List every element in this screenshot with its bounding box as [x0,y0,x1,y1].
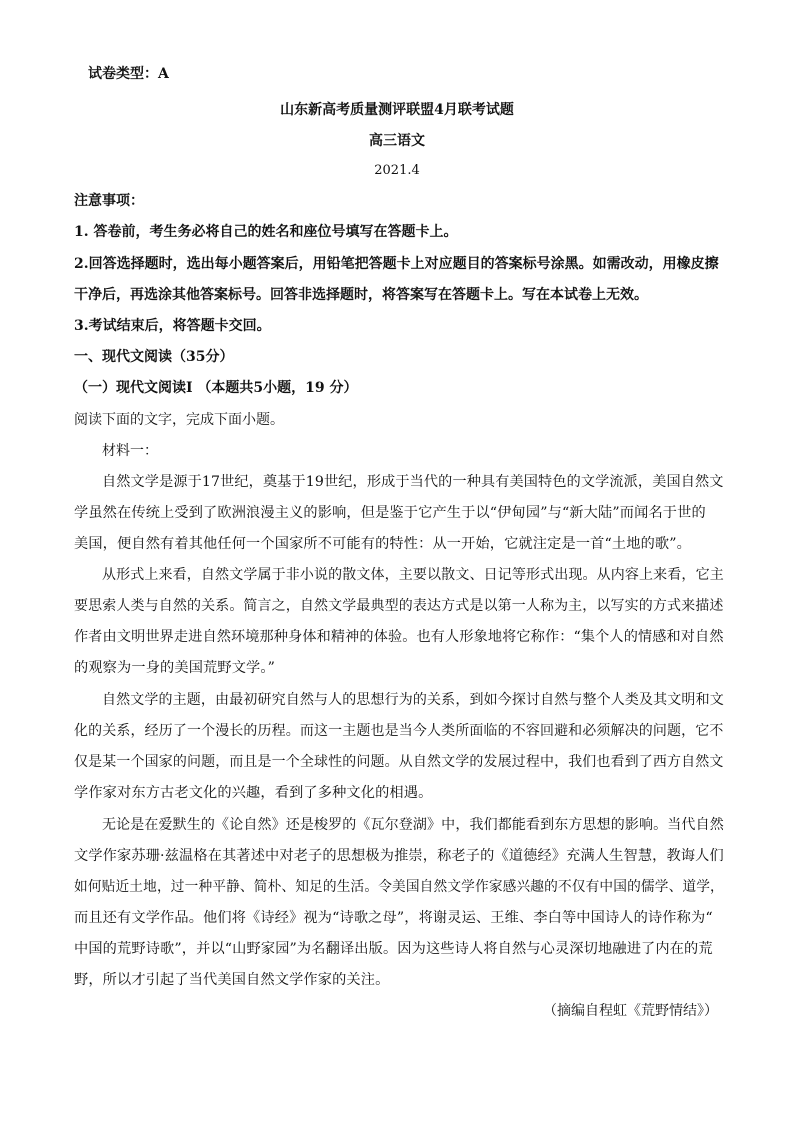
paragraph-line: 从形式上来看，自然文学属于非小说的散文体，主要以散文、日记等形式出现。从内容上来看，它主 [102,567,724,583]
section-subtitle: （一）现代文阅读Ⅰ （本题共5小题，19 分） [74,380,358,396]
paragraph-line: 中国的荒野诗歌”，并以“山野家园”为名翻译出版。因为这些诗人将自然与心灵深切地融进了内在的荒 [74,941,713,957]
paragraph-line: 而且还有文学作品。他们将《诗经》视为“诗歌之母”，将谢灵运、王维、李白等中国诗人的诗作称为“ [74,910,713,926]
notice-heading: 注意事项： [74,193,144,209]
material-label: 材料一： [102,443,158,459]
reading-instruction: 阅读下面的文字，完成下面小题。 [74,412,284,428]
paragraph-line: 学作家对东方古老文化的兴趣，看到了多种文化的相遇。 [74,785,433,801]
exam-title: 山东新高考质量测评联盟4月联考试题 [280,102,514,118]
subject-title: 高三语文 [369,133,425,149]
exam-date: 2021.4 [374,163,420,178]
paragraph-line: 自然文学的主题，由最初研究自然与人的思想行为的关系，到如今探讨自然与整个人类及其文明和文 [102,692,724,708]
paragraph-line: 化的关系，经历了一个漫长的历程。而这一主题也是当今人类所面临的不容回避和必须解决的问题，它不 [74,723,724,739]
paragraph-line: 文学作家苏珊·兹温格在其著述中对老子的思想极为推崇，称老子的《道德经》充满人生智慧，教诲人们 [74,848,724,864]
source-citation: （摘编自程虹《荒野情结》） [543,1003,718,1019]
paragraph-line: 野，所以才引起了当代美国自然文学作家的关注。 [74,972,390,988]
notice-item: 干净后，再选涂其他答案标号。回答非选择题时，将答案写在答题卡上。写在本试卷上无效。 [74,287,648,303]
paragraph-line: 美国，便自然有着其他任何一个国家所不可能有的特性：从一开始，它就注定是一首“土地的歌”。 [74,536,691,552]
paragraph-line: 作者由文明世界走进自然环境那种身体和精神的体验。也有人形象地将它称作：“集个人的情感和对自然 [74,629,724,645]
paragraph-line: 要思索人类与自然的关系。简言之，自然文学最典型的表达方式是以第一人称为主，以写实的方式来描述 [74,598,724,614]
paragraph-line: 仅是某一个国家的问题，而且是一个全球性的问题。从自然文学的发展过程中，我们也看到了西方自然文 [74,754,724,770]
paragraph-line: 无论是在爱默生的《论自然》还是梭罗的《瓦尔登湖》中，我们都能看到东方思想的影响。当代自然 [102,817,724,833]
paragraph-line: 如何贴近土地，过一种平静、简朴、知足的生活。令美国自然文学作家感兴趣的不仅有中国的儒学、道学， [74,879,724,895]
section-title: 一、现代文阅读（35分） [74,349,234,365]
paragraph-line: 的观察为一身的美国荒野文学。” [74,660,276,676]
notice-item: 3.考试结束后，将答题卡交回。 [74,318,271,334]
notice-item: 1. 答卷前，考生务必将自己的姓名和座位号填写在答题卡上。 [74,224,458,240]
notice-item: 2.回答选择题时，选出每小题答案后，用铅笔把答题卡上对应题目的答案标号涂黑。如需改动，用橡皮擦 [74,256,719,272]
paper-type-label: 试卷类型：A [88,66,169,82]
paragraph-line: 学虽然在传统上受到了欧洲浪漫主义的影响，但是鉴于它产生于以“伊甸园”与“新大陆”而闻名于世的 [74,505,706,521]
paragraph-line: 自然文学是源于17世纪，奠基于19世纪，形成于当代的一种具有美国特色的文学流派，美国自然文 [102,474,724,490]
